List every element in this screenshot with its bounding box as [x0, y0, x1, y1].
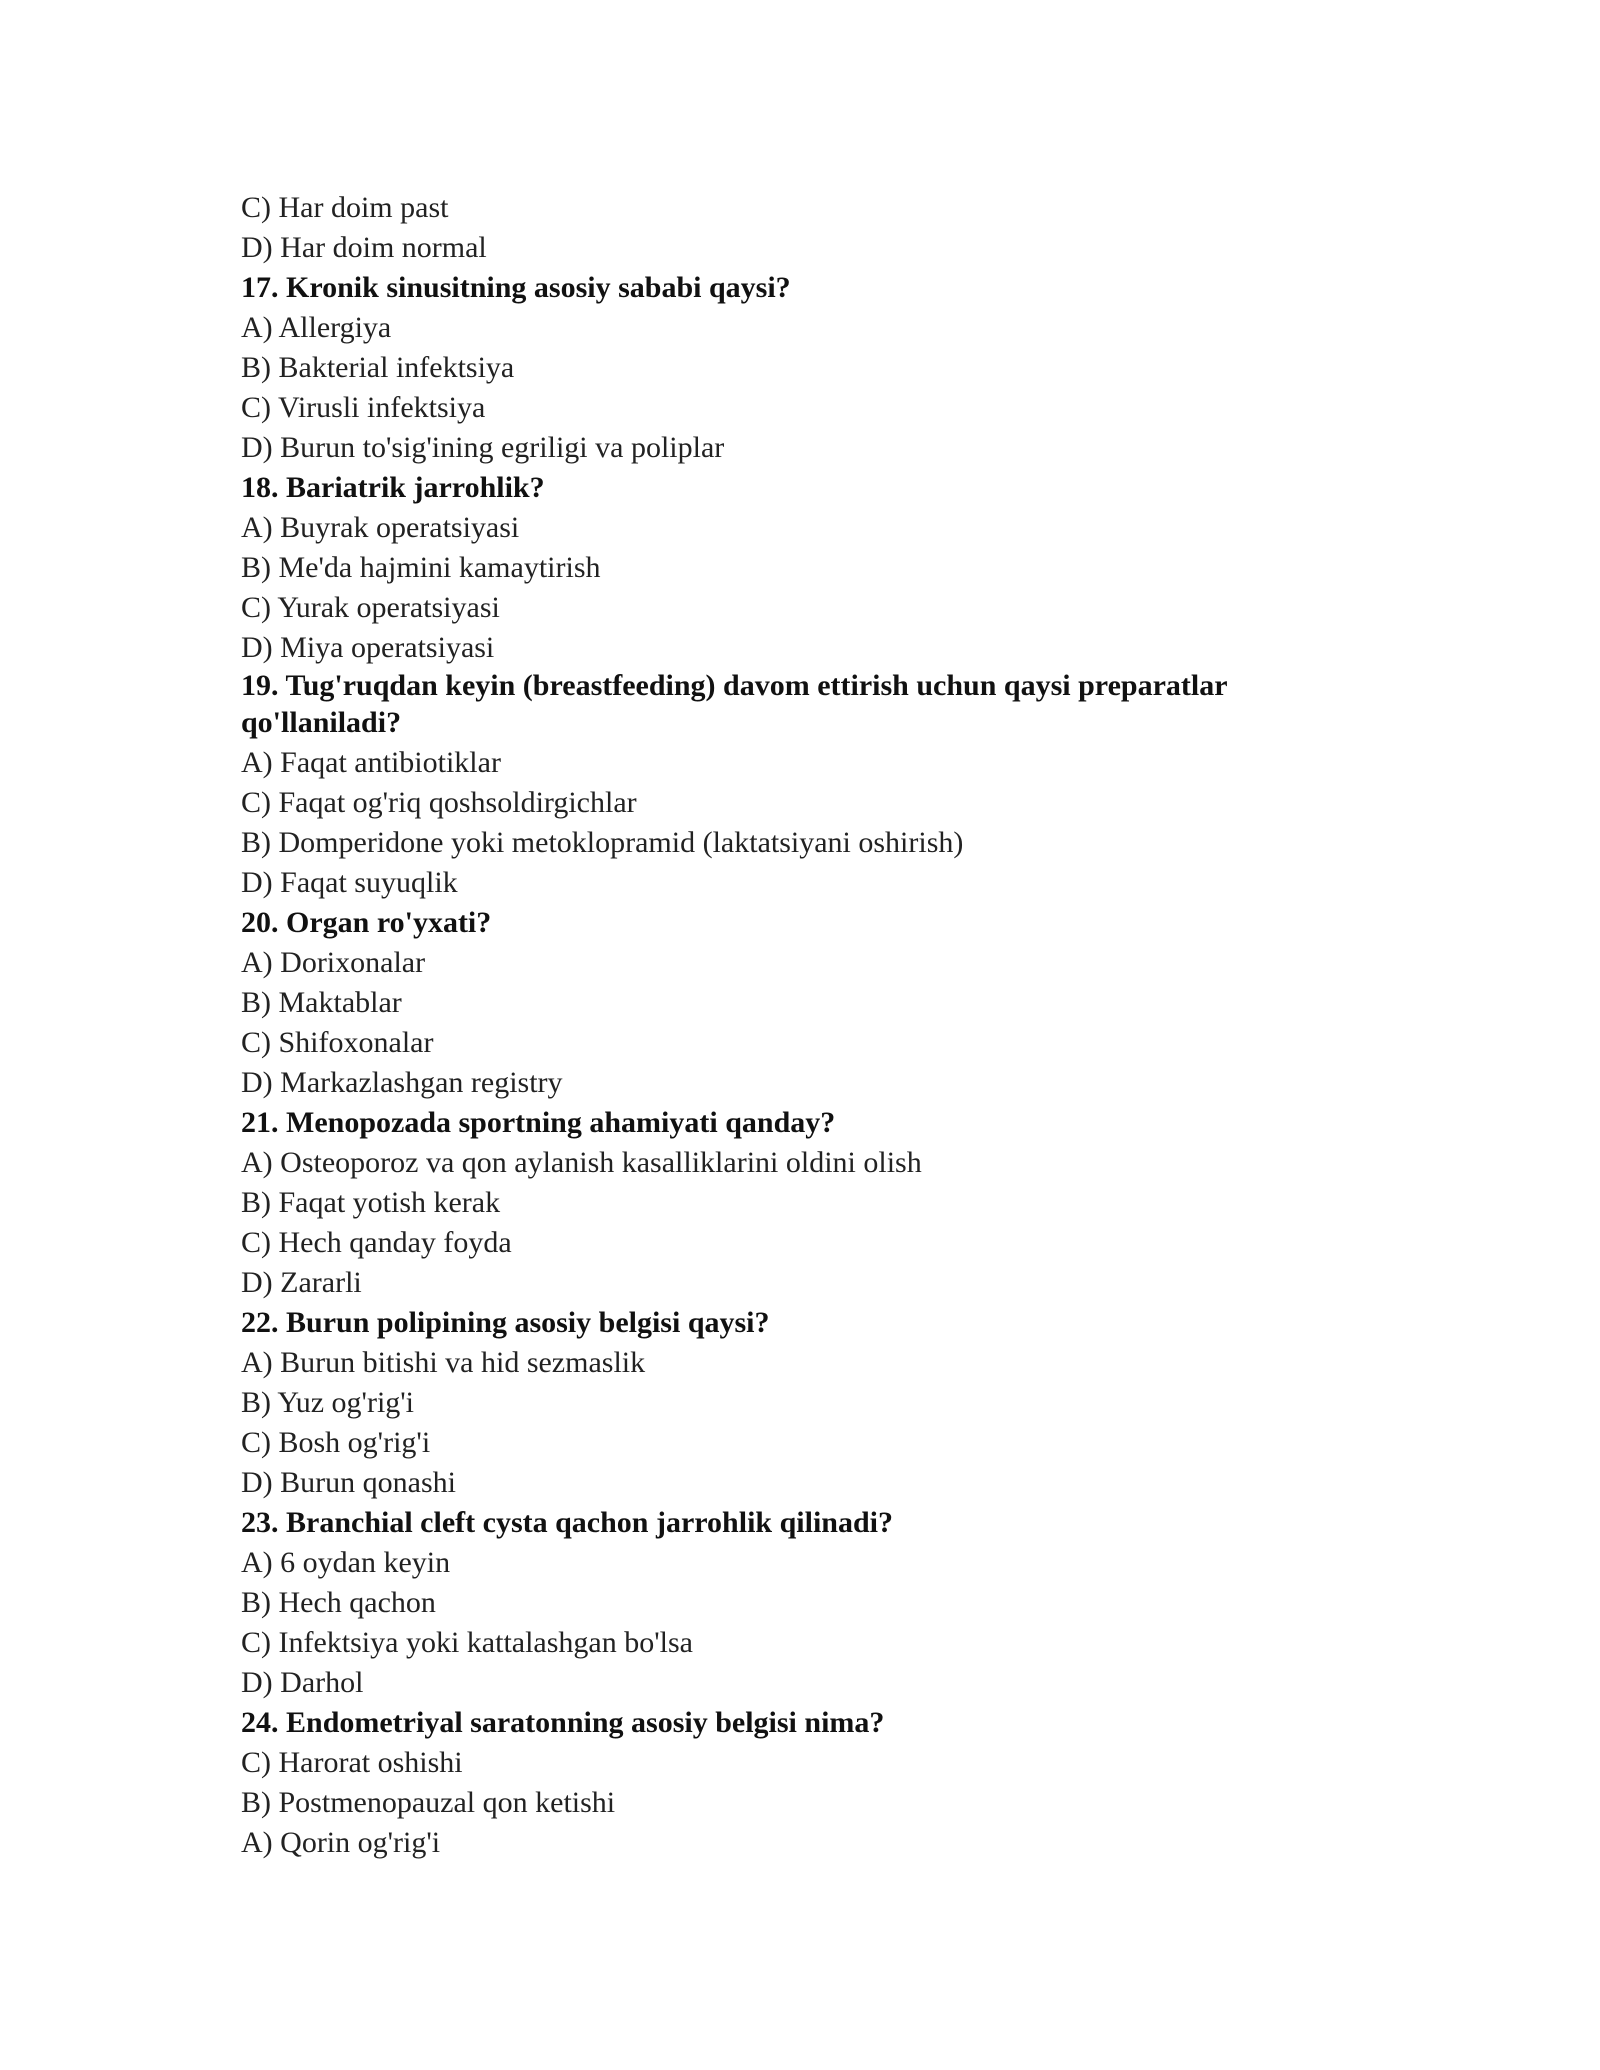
question-block: [241, 1703, 1361, 1863]
question-block: [241, 268, 1361, 468]
option-item: C) Yurak operatsiyasi: [241, 591, 500, 624]
question-block: [241, 1103, 1361, 1303]
question-block: [241, 1303, 1361, 1503]
option-item: B) Yuz og'rig'i: [241, 1386, 415, 1419]
question-list: [241, 188, 1361, 1863]
question-text: 24. Endometriyal saratonning asosiy belgisi nima?: [241, 1706, 885, 1739]
option-item: D) Burun to'sig'ining egriligi va poliplar: [241, 431, 725, 464]
question-block: [241, 468, 1361, 668]
option-item: B) Postmenopauzal qon ketishi: [241, 1786, 616, 1819]
option-item: D) Miya operatsiyasi: [241, 631, 495, 664]
option-item: A) Allergiya: [241, 311, 392, 344]
option-item: C) Hech qanday foyda: [241, 1226, 512, 1259]
option-item: B) Me'da hajmini kamaytirish: [241, 551, 601, 584]
question-text: 21. Menopozada sportning ahamiyati qanday?: [241, 1106, 836, 1139]
option-item: C) Shifoxonalar: [241, 1026, 434, 1059]
question-block: [241, 668, 1361, 903]
question-text: 18. Bariatrik jarrohlik?: [241, 471, 545, 504]
option-item: D) Darhol: [241, 1666, 364, 1699]
question-block: [241, 1503, 1361, 1703]
option-item: D) Zararli: [241, 1266, 362, 1299]
option-item: B) Faqat yotish kerak: [241, 1186, 501, 1219]
option-item: B) Hech qachon: [241, 1586, 436, 1619]
option-item: D) Har doim normal: [241, 231, 487, 264]
option-item: B) Maktablar: [241, 986, 402, 1019]
question-text: 20. Organ ro'yxati?: [241, 906, 492, 939]
option-item: A) Buyrak operatsiyasi: [241, 511, 520, 544]
question-text: 23. Branchial cleft cysta qachon jarrohlik qilinadi?: [241, 1506, 893, 1539]
option-item: A) Osteoporoz va qon aylanish kasalliklarini oldini olish: [241, 1146, 922, 1179]
option-item: D) Markazlashgan registry: [241, 1066, 563, 1099]
question-text: 19. Tug'ruqdan keyin (breastfeeding) davom ettirish uchun qaysi preparatlar qo'llaniladi?: [241, 669, 1227, 739]
option-item: A) Dorixonalar: [241, 946, 426, 979]
option-item: D) Faqat suyuqlik: [241, 866, 458, 899]
option-item: A) Faqat antibiotiklar: [241, 746, 501, 779]
option-item: C) Bosh og'rig'i: [241, 1426, 431, 1459]
option-item: A) Burun bitishi va hid sezmaslik: [241, 1346, 646, 1379]
option-item: C) Virusli infektsiya: [241, 391, 486, 424]
option-item: B) Domperidone yoki metoklopramid (laktatsiyani oshirish): [241, 826, 964, 859]
option-item: C) Faqat og'riq qoshsoldirgichlar: [241, 786, 637, 819]
question-text: 22. Burun polipining asosiy belgisi qaysi?: [241, 1306, 770, 1339]
option-item: A) Qorin og'rig'i: [241, 1826, 441, 1859]
option-item: B) Bakterial infektsiya: [241, 351, 515, 384]
question-block: [241, 903, 1361, 1103]
option-item: C) Infektsiya yoki kattalashgan bo'lsa: [241, 1626, 693, 1659]
option-item: A) 6 oydan keyin: [241, 1546, 451, 1579]
option-item: C) Harorat oshishi: [241, 1746, 463, 1779]
option-item: C) Har doim past: [241, 191, 449, 224]
option-item: D) Burun qonashi: [241, 1466, 456, 1499]
question-text: 17. Kronik sinusitning asosiy sababi qaysi?: [241, 271, 791, 304]
